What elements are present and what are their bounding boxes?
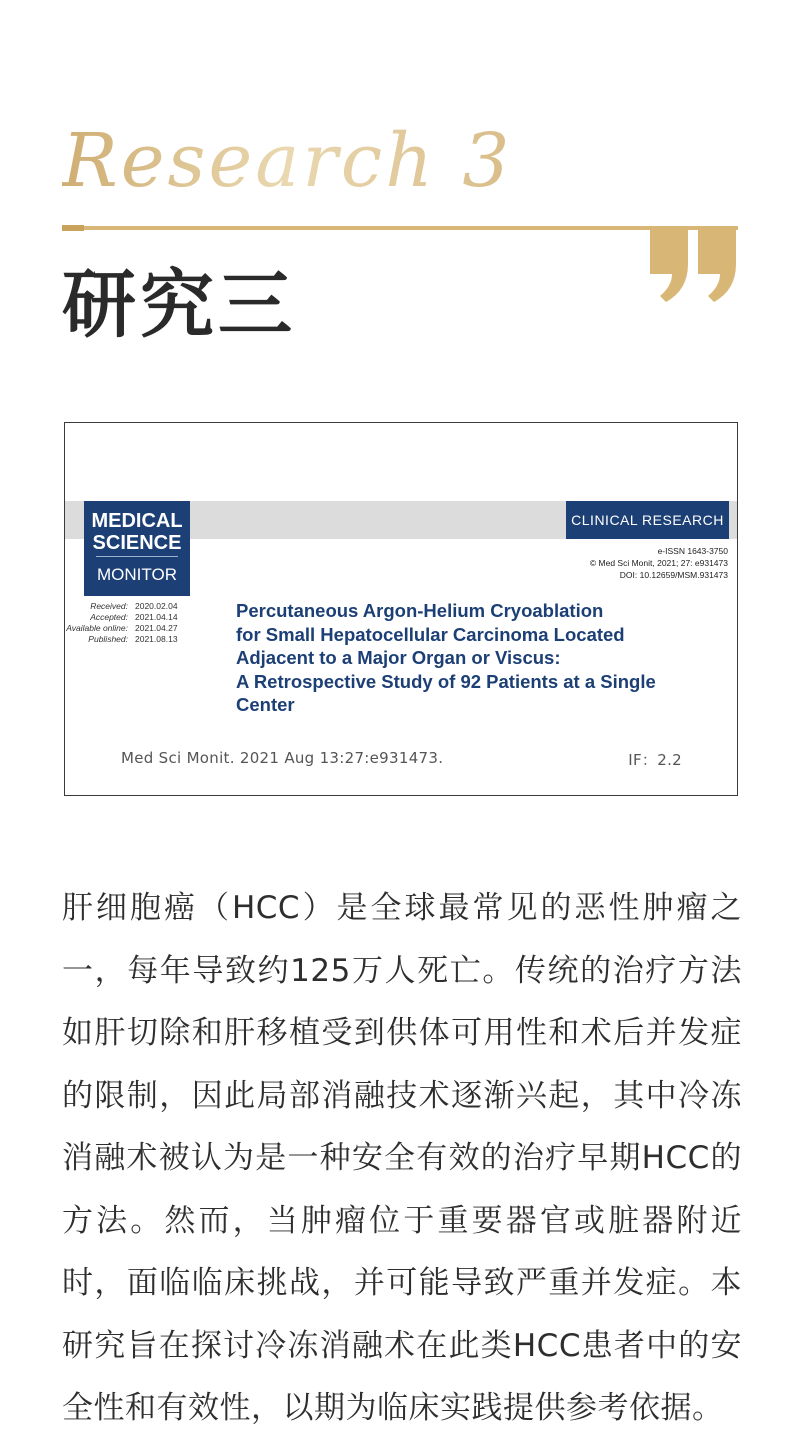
clinical-research-badge: CLINICAL RESEARCH xyxy=(566,501,729,539)
paper-title-line: Adjacent to a Major Organ or Viscus: xyxy=(236,647,561,668)
paper-title-line: A Retrospective Study of 92 Patients at a Single xyxy=(236,670,656,692)
date-label: Accepted: xyxy=(90,612,128,622)
logo-line-3: MONITOR xyxy=(97,565,177,584)
paper-title-line: Center xyxy=(236,694,295,715)
date-label: Published: xyxy=(88,634,128,644)
paper-title-line: for Small Hepatocellular Carcinoma Located xyxy=(236,623,625,645)
paper-title xyxy=(236,599,716,717)
logo-line-2: SCIENCE xyxy=(92,532,182,554)
journal-logo xyxy=(84,501,190,596)
gold-divider xyxy=(62,226,738,230)
date-value: 2021.08.13 xyxy=(135,634,178,644)
paper-card xyxy=(64,422,738,796)
date-value: 2020.02.04 xyxy=(135,601,178,611)
date-row xyxy=(65,612,189,623)
doi: DOI: 10.12659/MSM.931473 xyxy=(619,570,728,580)
issn: e-ISSN 1643-3750 xyxy=(657,546,728,556)
logo-line-1: MEDICAL xyxy=(91,510,183,532)
quote-mark-icon xyxy=(648,224,740,304)
date-value: 2021.04.14 xyxy=(135,612,178,622)
date-row xyxy=(65,601,189,612)
date-row xyxy=(65,623,189,634)
paper-title-line: Percutaneous Argon-Helium Cryoablation xyxy=(236,600,604,621)
date-list xyxy=(65,601,189,645)
copyright: © Med Sci Monit, 2021; 27: e931473 xyxy=(589,558,728,568)
citation: Med Sci Monit. 2021 Aug 13:27:e931473. xyxy=(121,749,444,767)
publication-meta xyxy=(590,545,728,581)
date-label: Available online: xyxy=(66,623,128,633)
date-row xyxy=(65,634,189,645)
date-value: 2021.04.27 xyxy=(135,623,178,633)
script-heading: Research 3 xyxy=(62,118,513,204)
logo-divider xyxy=(96,556,178,557)
section-title: 研究三 xyxy=(62,262,296,348)
date-label: Received: xyxy=(90,601,128,611)
impact-factor: IF：2.2 xyxy=(628,751,682,769)
body-paragraph: 肝细胞癌（HCC）是全球最常见的恶性肿瘤之一，每年导致约125万人死亡。传统的治疗方法如肝切除和肝移植受到供体可用性和术后并发症的限制，因此局部消融技术逐渐兴起，其中冷冻消融术被认为是一种安全有效的治疗早期HCC的方法。然而，当肿瘤位于重要器官或脏器附近时，面临临床挑战，并可能导致严重并发症。本研究旨在探讨冷冻消融术在此类HCC患者中的安全性和有效性，以期为临床实践提供参考依据。 xyxy=(62,890,742,1426)
